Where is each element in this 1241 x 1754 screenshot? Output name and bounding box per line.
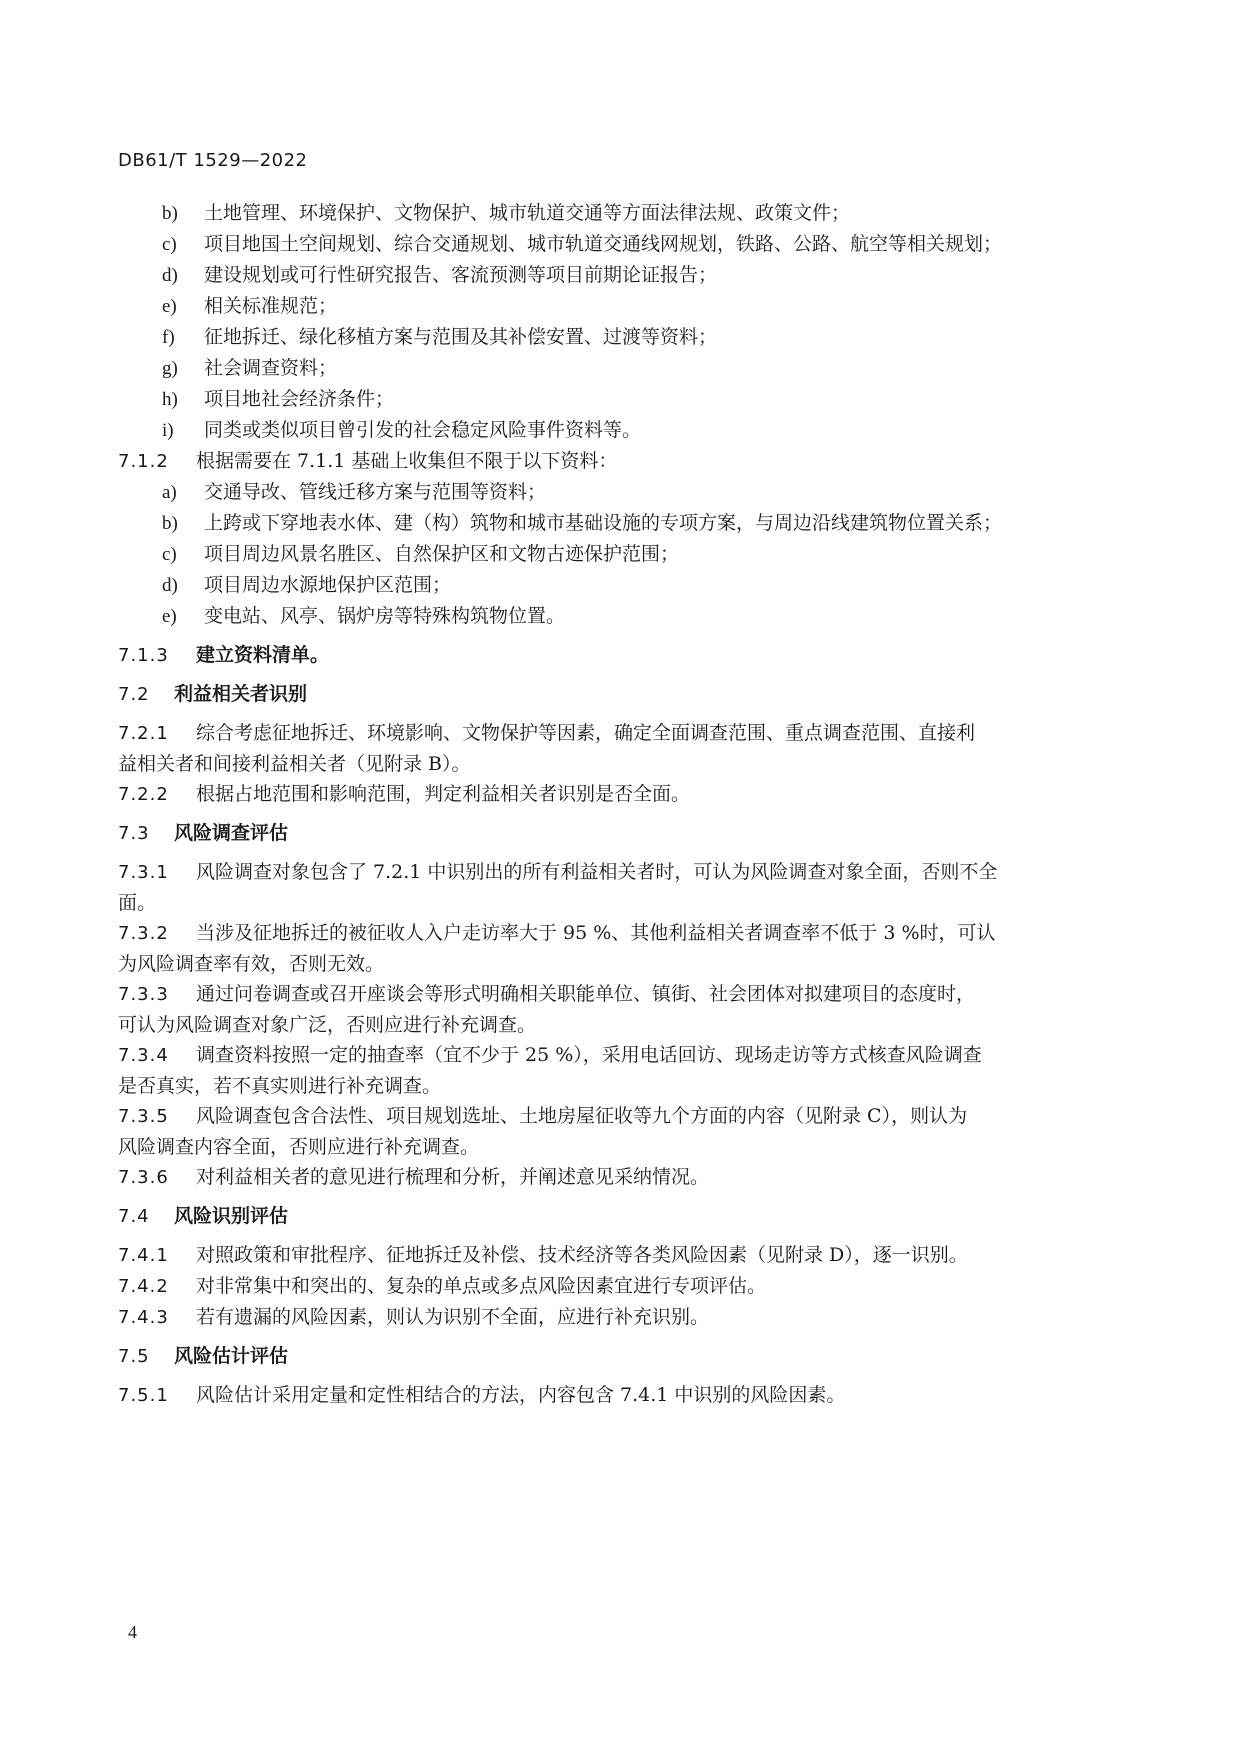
document-id-header: DB61/T 1529—2022 bbox=[118, 150, 308, 171]
clause-7-4-3: 7.4.3 若有遗漏的风险因素，则认为识别不全面，应进行补充识别。 bbox=[118, 1306, 710, 1328]
list-item: c) 项目地国土空间规划、综合交通规划、城市轨道交通线网规划，铁路、公路、航空等相关规划； bbox=[162, 233, 1003, 255]
clause-7-2-2: 7.2.2 根据占地范围和影响范围，判定利益相关者识别是否全面。 bbox=[118, 783, 691, 805]
clause-7-1-2: 7.1.2 根据需要在 7.1.1 基础上收集但不限于以下资料： bbox=[118, 450, 618, 472]
clause-7-3-1: 7.3.1 风险调查对象包含了 7.2.1 中识别出的所有利益相关者时，可认为风险调查对象全面，否则不全 面。 bbox=[118, 861, 998, 914]
section-heading-7-4: 7.4 风险识别评估 bbox=[118, 1205, 289, 1227]
clause-7-1-3: 7.1.3 建立资料清单。 bbox=[118, 644, 330, 666]
list-item: h) 项目地社会经济条件； bbox=[162, 388, 395, 410]
section-heading-7-3: 7.3 风险调查评估 bbox=[118, 822, 289, 844]
list-7-1-2 bbox=[118, 477, 1126, 632]
list-item: g) 社会调查资料； bbox=[162, 357, 338, 379]
clause-7-3-6: 7.3.6 对利益相关者的意见进行梳理和分析，并阐述意见采纳情况。 bbox=[118, 1166, 710, 1188]
list-item: f) 征地拆迁、绿化移植方案与范围及其补偿安置、过渡等资料； bbox=[162, 326, 718, 348]
list-item: b) 上跨或下穿地表水体、建（构）筑物和城市基础设施的专项方案，与周边沿线建筑物位置关系； bbox=[162, 512, 1003, 534]
clause-7-2-1: 7.2.1 综合考虑征地拆迁、环境影响、文物保护等因素，确定全面调查范围、重点调查范围、直接利 益相关者和间接利益相关者（见附录 B）。 bbox=[118, 722, 976, 775]
list-item: a) 交通导改、管线迁移方案与范围等资料； bbox=[162, 481, 547, 503]
list-item: d) 建设规划或可行性研究报告、客流预测等项目前期论证报告； bbox=[162, 264, 718, 286]
clause-7-4-1: 7.4.1 对照政策和审批程序、征地拆迁及补偿、技术经济等各类风险因素（见附录 D），逐一识别。 bbox=[118, 1244, 968, 1266]
section-heading-7-2: 7.2 利益相关者识别 bbox=[118, 683, 308, 705]
list-item: e) 变电站、风亭、锅炉房等特殊构筑物位置。 bbox=[162, 605, 566, 627]
list-item: d) 项目周边水源地保护区范围； bbox=[162, 574, 452, 596]
page-content bbox=[118, 198, 1126, 1411]
list-item: c) 项目周边风景名胜区、自然保护区和文物古迹保护范围； bbox=[162, 543, 680, 565]
clause-7-5-1: 7.5.1 风险估计采用定量和定性相结合的方法，内容包含 7.4.1 中识别的风险因素。 bbox=[118, 1384, 846, 1406]
list-7-1-1 bbox=[118, 198, 1126, 446]
clause-7-3-3: 7.3.3 通过问卷调查或召开座谈会等形式明确相关职能单位、镇街、社会团体对拟建项目的态度时， 可认为风险调查对象广泛，否则应进行补充调查。 bbox=[118, 983, 976, 1036]
list-item: i) 同类或类似项目曾引发的社会稳定风险事件资料等。 bbox=[162, 419, 642, 441]
clause-7-3-5: 7.3.5 风险调查包含合法性、项目规划选址、土地房屋征收等九个方面的内容（见附录 C），则认为 风险调查内容全面，否则应进行补充调查。 bbox=[118, 1105, 968, 1158]
section-heading-7-5: 7.5 风险估计评估 bbox=[118, 1345, 289, 1367]
list-item: e) 相关标准规范； bbox=[162, 295, 338, 317]
page-number: 4 bbox=[128, 1622, 137, 1642]
clause-7-4-2: 7.4.2 对非常集中和突出的、复杂的单点或多点风险因素宜进行专项评估。 bbox=[118, 1275, 767, 1297]
clause-7-3-4: 7.3.4 调查资料按照一定的抽查率（宜不少于 25 %），采用电话回访、现场走访等方式核查风险调查 是否真实，若不真实则进行补充调查。 bbox=[118, 1044, 982, 1097]
list-item: b) 土地管理、环境保护、文物保护、城市轨道交通等方面法律法规、政策文件； bbox=[162, 202, 851, 224]
clause-7-3-2: 7.3.2 当涉及征地拆迁的被征收人入户走访率大于 95 %、其他利益相关者调查率不低于 3 %时，可认 为风险调查率有效，否则无效。 bbox=[118, 922, 996, 975]
